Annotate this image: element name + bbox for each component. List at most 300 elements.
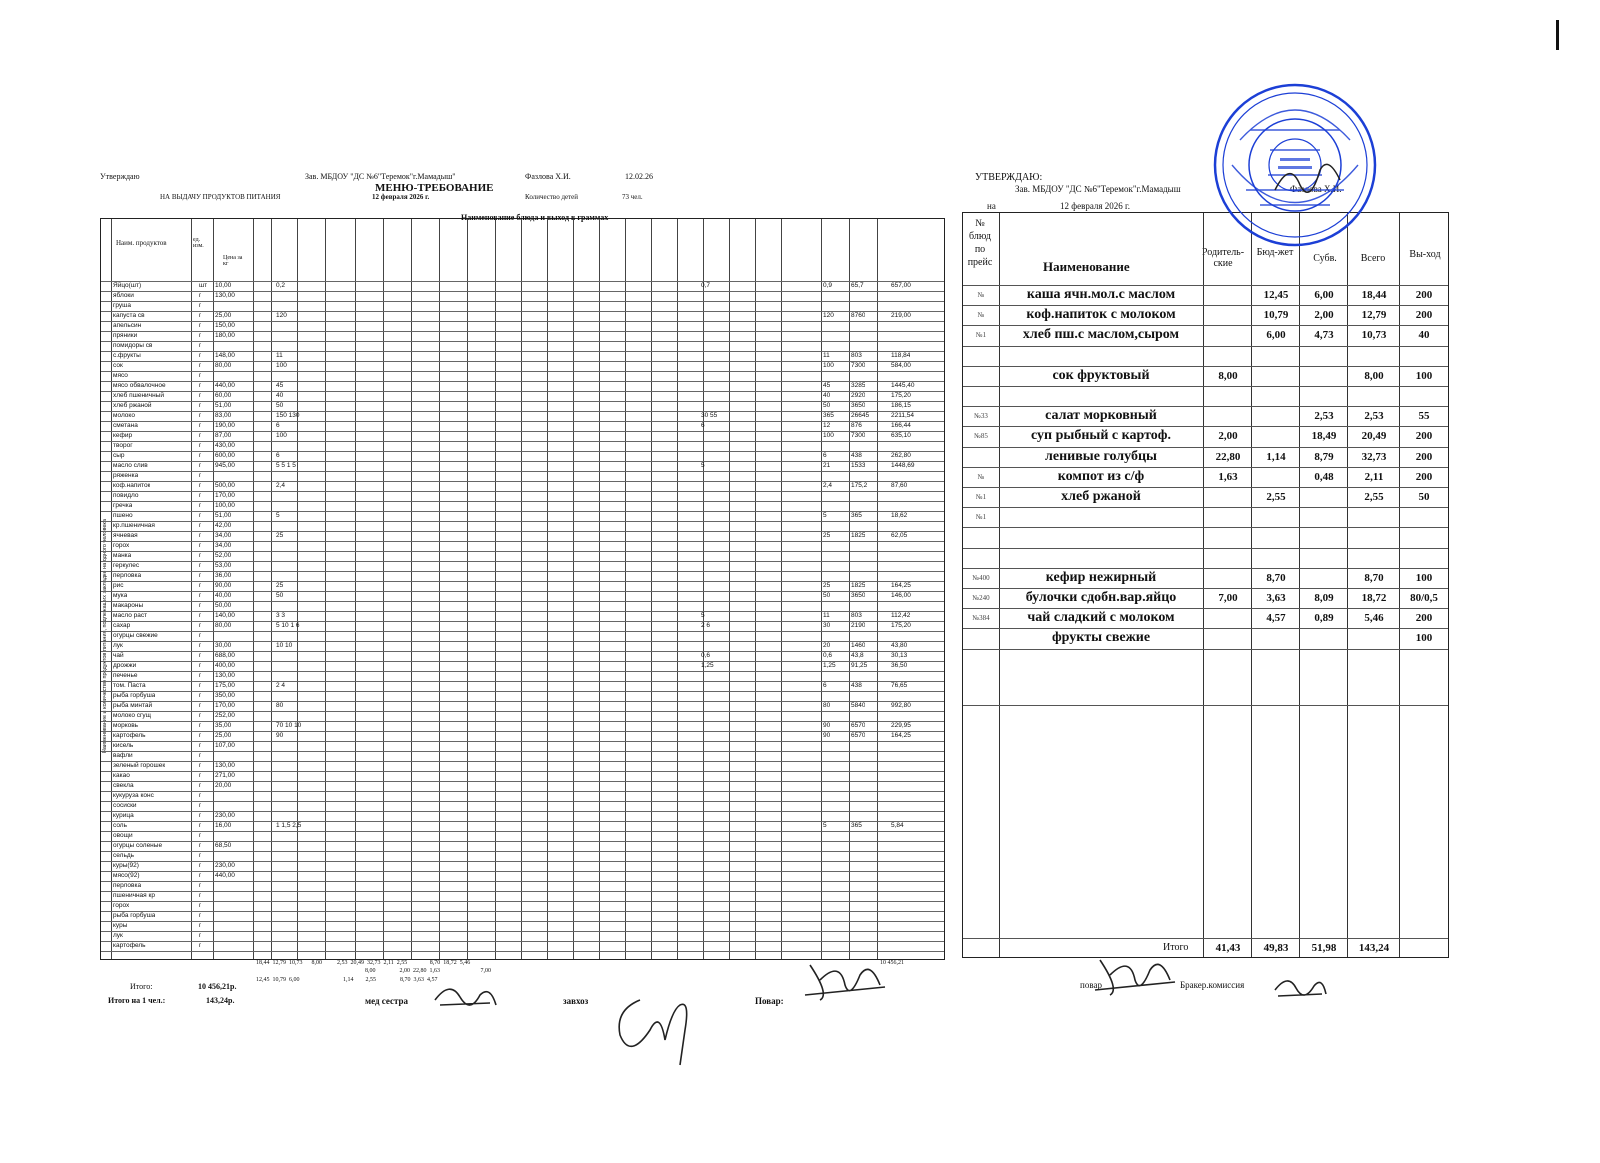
product-name: манка (113, 552, 132, 559)
product-row (101, 551, 944, 561)
col-out-header: Вы-ход (1409, 249, 1441, 260)
dish-name: хлеб пш.с маслом,сыром (1022, 327, 1180, 343)
dish-sub: 4,73 (1314, 329, 1334, 342)
product-price: 80,00 (215, 362, 232, 369)
product-unit: г (199, 402, 202, 409)
product-unit: г (199, 862, 202, 869)
dish-total: 20,49 (1361, 430, 1387, 443)
product-total-2: 1533 (851, 462, 866, 469)
product-sum: 43,80 (891, 642, 908, 649)
footer-row-2: 8,00 2,00 22,80 1,63 7,00 (365, 968, 491, 974)
right-name: Фазлова Х.И. (1290, 184, 1342, 194)
product-unit: г (199, 342, 202, 349)
product-name: картофель (113, 942, 146, 949)
product-row (101, 481, 944, 491)
product-name: повидло (113, 492, 139, 499)
left-approve-date: 12.02.26 (625, 172, 653, 181)
product-price: 42,00 (215, 522, 232, 529)
product-unit: г (199, 492, 202, 499)
product-sum: 219,00 (891, 312, 911, 319)
product-unit: г (199, 632, 202, 639)
product-unit: г (199, 482, 202, 489)
col-no-header: № блюд по прейс (967, 218, 993, 268)
right-position: Зав. МБДОУ "ДС №6"Теремок"г.Мамадыш (1015, 184, 1181, 194)
product-values-2: 0,6 (701, 652, 711, 659)
product-values: 80 (276, 702, 284, 709)
menu-requirement-table (100, 213, 945, 960)
dish-row (963, 285, 1448, 305)
dish-out: 40 (1418, 329, 1430, 342)
product-name: сахар (113, 622, 131, 629)
product-name: молоко (113, 412, 135, 419)
product-row (101, 801, 944, 811)
dish-name: чай сладкий с молоком (1027, 610, 1175, 626)
dish-row (963, 628, 1448, 648)
product-name: вафли (113, 752, 133, 759)
product-total-2: 1460 (851, 642, 866, 649)
product-values: 10 10 (276, 642, 293, 649)
product-name: чай (113, 652, 124, 659)
dish-row (963, 548, 1448, 568)
product-price: 10,00 (215, 282, 232, 289)
product-total-2: 803 (851, 352, 862, 359)
dish-row (963, 608, 1448, 628)
nurse-signature (430, 975, 500, 1015)
product-values-2: 5 (701, 462, 705, 469)
dish-out: 200 (1415, 470, 1433, 483)
product-row (101, 631, 944, 641)
product-name: ячневая (113, 532, 138, 539)
product-values: 150 130 (276, 412, 300, 419)
product-row (101, 901, 944, 911)
product-price: 25,00 (215, 312, 232, 319)
product-row (101, 841, 944, 851)
product-name: масло слив (113, 462, 148, 469)
product-price: 350,00 (215, 692, 235, 699)
product-row (101, 571, 944, 581)
product-name: коф.напиток (113, 482, 151, 489)
col-budget-header: Бюд-жет (1256, 247, 1294, 258)
dish-header: Наименование блюда и выход в граммах (461, 213, 609, 222)
dish-budget: 4,57 (1266, 612, 1286, 625)
product-values: 5 10 1 6 (276, 622, 300, 629)
product-row (101, 861, 944, 871)
product-unit: г (199, 702, 202, 709)
col-total-header: Всего (1360, 253, 1386, 264)
product-values: 40 (276, 392, 284, 399)
product-price: 60,00 (215, 392, 232, 399)
product-total-2: 2190 (851, 622, 866, 629)
product-row (101, 791, 944, 801)
product-row (101, 641, 944, 651)
dish-row (963, 346, 1448, 366)
dish-number: №33 (974, 412, 988, 421)
product-price: 440,00 (215, 872, 235, 879)
dish-row (963, 467, 1448, 487)
product-sum: 164,25 (891, 582, 911, 589)
product-total-1: 365 (823, 412, 834, 419)
product-price: 170,00 (215, 492, 235, 499)
product-name: огурцы соленые (113, 842, 163, 849)
dish-total: 2,55 (1364, 491, 1384, 503)
product-name: куры(92) (113, 862, 139, 869)
product-unit: г (199, 532, 202, 539)
dish-out: 100 (1415, 369, 1433, 382)
dish-row (963, 366, 1448, 386)
product-sum: 175,20 (891, 392, 911, 399)
dish-total: 32,73 (1361, 450, 1387, 463)
product-unit: г (199, 642, 202, 649)
product-row (101, 751, 944, 761)
nurse-label: мед сестра (365, 996, 409, 1006)
product-name: с.фрукты (113, 352, 141, 359)
dish-name: каша ячн.мол.с маслом (1026, 287, 1176, 302)
product-values: 50 (276, 402, 284, 409)
product-row (101, 941, 944, 951)
product-name: свекла (113, 782, 134, 789)
product-unit: г (199, 812, 202, 819)
dish-out: 100 (1415, 632, 1433, 645)
dish-total: 18,44 (1361, 289, 1387, 301)
product-name: овощи (113, 832, 133, 839)
product-name: кукуруза конс (113, 792, 154, 799)
dish-row (963, 487, 1448, 507)
product-sum: 36,50 (891, 662, 908, 669)
product-unit: г (199, 722, 202, 729)
storekeeper-label: завхоз (563, 996, 589, 1006)
col-name-header: Наименование (1043, 259, 1130, 274)
product-values-2: 2 6 (701, 622, 711, 629)
product-total-1: 0,6 (823, 652, 833, 659)
col-parent-header: Родитель-ские (1201, 247, 1245, 269)
dish-total: 10,73 (1361, 329, 1387, 342)
product-row (101, 351, 944, 361)
product-price: 271,00 (215, 772, 235, 779)
side-label: Наименование и количество продуктов питания, подлежащих закладке на одного человека (102, 519, 108, 754)
product-unit: г (199, 842, 202, 849)
itogo-value: 10 456,21р. (198, 982, 237, 991)
product-total-2: 65,7 (851, 282, 864, 289)
product-total-1: 5 (823, 512, 827, 519)
per-person-label: Итого на 1 чел.: (108, 996, 166, 1005)
product-total-2: 876 (851, 422, 862, 429)
product-sum: 584,00 (891, 362, 911, 369)
product-values: 25 (276, 582, 284, 589)
product-price: 180,00 (215, 332, 235, 339)
right-cook-label: повар (1080, 980, 1102, 990)
product-price: 50,00 (215, 602, 232, 609)
product-total-1: 25 (823, 532, 831, 539)
product-name: сметана (113, 422, 138, 429)
product-total-1: 6 (823, 682, 827, 689)
product-name: Яйцо(шт) (113, 282, 142, 289)
product-sum: 118,84 (891, 352, 911, 359)
dish-sub: 8,09 (1314, 592, 1334, 604)
product-price: 230,00 (215, 812, 235, 819)
product-row (101, 921, 944, 931)
total-parent: 41,43 (1215, 942, 1241, 954)
product-name: зеленый горошек (113, 762, 166, 769)
product-name: лук (113, 642, 123, 649)
dish-out: 200 (1415, 612, 1433, 625)
product-total-2: 3650 (851, 592, 866, 599)
product-unit: г (199, 472, 202, 479)
dish-budget: 8,70 (1266, 571, 1286, 584)
product-total-2: 6570 (851, 722, 866, 729)
left-approve-name: Фазлова Х.И. (525, 172, 571, 181)
product-price: 36,00 (215, 572, 232, 579)
dish-total: 2,11 (1364, 470, 1384, 483)
product-total-2: 365 (851, 512, 862, 519)
product-row (101, 911, 944, 921)
footer-row-1: 18,44 12,79 10,73 8,00 2,53 20,49 32,73 2,11 2,55 8,70 18,72 5,46 (256, 960, 471, 966)
product-row (101, 931, 944, 941)
product-price: 430,00 (215, 442, 235, 449)
product-unit: г (199, 762, 202, 769)
product-price: 34,00 (215, 542, 232, 549)
dish-sub: 2,53 (1314, 410, 1334, 423)
product-unit: г (199, 912, 202, 919)
product-row (101, 561, 944, 571)
product-unit: г (199, 732, 202, 739)
product-name: горох (113, 542, 130, 549)
product-values: 2,4 (276, 482, 286, 489)
right-approve: УТВЕРЖДАЮ: (975, 172, 1043, 183)
product-name: огурцы свежие (113, 632, 158, 639)
product-total-2: 5840 (851, 702, 866, 709)
product-name: геркулес (113, 562, 140, 569)
product-total-1: 25 (823, 582, 831, 589)
cook-signature (800, 955, 890, 1005)
product-unit: г (199, 602, 202, 609)
product-unit: г (199, 392, 202, 399)
product-values: 90 (276, 732, 284, 739)
product-total-1: 50 (823, 592, 831, 599)
product-unit: г (199, 422, 202, 429)
product-unit: г (199, 682, 202, 689)
col-product-header: Наим. продуктов (116, 239, 167, 247)
dish-number: № (977, 472, 985, 481)
product-row (101, 871, 944, 881)
product-unit: г (199, 712, 202, 719)
product-name: мясо(92) (113, 872, 140, 879)
product-price: 688,00 (215, 652, 235, 659)
dish-number: №400 (972, 573, 990, 582)
dish-number: №1 (975, 513, 987, 522)
product-total-1: 5 (823, 822, 827, 829)
product-row (101, 321, 944, 331)
dish-budget: 1,14 (1266, 450, 1286, 463)
dish-out: 200 (1415, 450, 1433, 463)
product-price: 600,00 (215, 452, 235, 459)
product-price: 87,00 (215, 432, 232, 439)
product-unit: г (199, 562, 202, 569)
product-unit: г (199, 502, 202, 509)
product-sum: 87,60 (891, 482, 908, 489)
children-count: 73 чел. (622, 193, 643, 201)
product-unit: г (199, 572, 202, 579)
product-row (101, 811, 944, 821)
product-total-2: 91,25 (851, 662, 868, 669)
dish-name: хлеб ржаной (1061, 489, 1141, 504)
product-unit: г (199, 452, 202, 459)
product-name: кисель (113, 742, 134, 749)
product-total-1: 100 (823, 362, 834, 369)
product-total-2: 438 (851, 452, 862, 459)
product-row (101, 711, 944, 721)
dish-parent: 7,00 (1218, 592, 1238, 604)
left-approve-label: Утверждаю (100, 172, 140, 181)
dish-name: салат морковный (1045, 408, 1157, 424)
dish-total: 8,70 (1364, 571, 1384, 584)
dish-number: № (977, 311, 985, 320)
product-name: том. Паста (113, 682, 146, 689)
product-row (101, 331, 944, 341)
product-name: сок (113, 362, 123, 369)
grid-hline (963, 705, 1448, 706)
product-price: 170,00 (215, 702, 235, 709)
right-date: 12 февраля 2026 г. (1060, 201, 1130, 211)
product-name: рыба минтай (113, 702, 153, 709)
dish-parent: 8,00 (1218, 369, 1238, 382)
dish-budget: 6,00 (1266, 329, 1286, 342)
product-row (101, 761, 944, 771)
product-unit: г (199, 322, 202, 329)
product-row (101, 601, 944, 611)
product-total-1: 2,4 (823, 482, 833, 489)
product-values: 100 (276, 362, 287, 369)
product-row (101, 691, 944, 701)
product-unit: г (199, 692, 202, 699)
product-unit: г (199, 552, 202, 559)
product-unit: г (199, 652, 202, 659)
product-row (101, 441, 944, 451)
product-price: 945,00 (215, 462, 235, 469)
product-price: 30,00 (215, 642, 232, 649)
product-row (101, 421, 944, 431)
product-name: кефир (113, 432, 133, 439)
product-price: 500,00 (215, 482, 235, 489)
product-values-2: 5 (701, 612, 705, 619)
dish-row (963, 447, 1448, 467)
product-price: 130,00 (215, 672, 235, 679)
product-row (101, 531, 944, 541)
product-row (101, 781, 944, 791)
product-row (101, 491, 944, 501)
product-sum: 2211,54 (891, 412, 915, 419)
stamp-signature (1270, 150, 1350, 210)
per-person-value: 143,24р. (206, 996, 235, 1005)
product-total-2: 26645 (851, 412, 870, 419)
product-price: 16,00 (215, 822, 232, 829)
dish-out: 200 (1415, 309, 1433, 322)
product-price: 35,00 (215, 722, 232, 729)
product-total-2: 1825 (851, 532, 866, 539)
product-values: 3 3 (276, 612, 286, 619)
product-unit: г (199, 792, 202, 799)
product-sum: 18,62 (891, 512, 908, 519)
product-unit: г (199, 832, 202, 839)
product-row (101, 511, 944, 521)
cook-label: Повар: (755, 996, 784, 1006)
product-values: 70 10 10 (276, 722, 302, 729)
total-sub: 51,98 (1311, 942, 1337, 954)
product-total-2: 365 (851, 822, 862, 829)
product-total-2: 803 (851, 612, 862, 619)
dish-row (963, 305, 1448, 325)
dish-row (963, 588, 1448, 608)
product-name: сыр (113, 452, 125, 459)
product-name: морковь (113, 722, 139, 729)
product-row (101, 401, 944, 411)
product-sum: 262,80 (891, 452, 911, 459)
product-name: кр.пшеничная (113, 522, 155, 529)
dish-name: сок фруктовый (1052, 367, 1150, 383)
product-name: яблоки (113, 292, 134, 299)
product-price: 34,00 (215, 532, 232, 539)
product-unit: г (199, 522, 202, 529)
product-price: 40,00 (215, 592, 232, 599)
product-values-2: 6 (701, 422, 705, 429)
product-sum: 175,20 (891, 622, 911, 629)
dish-number: №240 (972, 594, 990, 602)
product-values-2: 0,7 (701, 282, 711, 289)
footer-total-sum: 10 456,21 (880, 960, 904, 966)
product-unit: г (199, 742, 202, 749)
dish-number: № (977, 291, 985, 299)
product-unit: шт (199, 282, 208, 289)
product-price: 130,00 (215, 762, 235, 769)
product-price: 83,00 (215, 412, 232, 419)
product-unit: г (199, 892, 202, 899)
product-name: курица (113, 812, 134, 819)
product-unit: г (199, 752, 202, 759)
product-row (101, 651, 944, 661)
product-unit: г (199, 822, 202, 829)
product-row (101, 281, 944, 291)
product-name: мясо (113, 372, 128, 379)
dish-sub: 0,48 (1314, 470, 1334, 483)
dish-row (963, 568, 1448, 588)
product-unit: г (199, 372, 202, 379)
product-price: 52,00 (215, 552, 232, 559)
product-values: 100 (276, 432, 287, 439)
product-price: 53,00 (215, 562, 232, 569)
dish-number: №85 (974, 432, 988, 441)
product-row (101, 731, 944, 741)
product-values: 120 (276, 312, 287, 319)
product-total-2: 175,2 (851, 482, 868, 489)
product-total-2: 2920 (851, 392, 866, 399)
product-name: апельсин (113, 322, 142, 329)
dish-number: №384 (972, 614, 990, 623)
product-sum: 1445,40 (891, 382, 915, 389)
product-sum: 229,95 (891, 722, 911, 729)
product-values: 1 1,5 2,5 (276, 822, 302, 829)
product-total-1: 80 (823, 702, 831, 709)
product-name: хлеб ржаной (113, 402, 152, 409)
product-price: 148,00 (215, 352, 235, 359)
grid-hline (963, 649, 1448, 650)
dish-total: 8,00 (1364, 369, 1384, 382)
product-values: 2 4 (276, 682, 286, 689)
product-name: хлеб пшеничный (113, 392, 164, 399)
product-values: 50 (276, 592, 284, 599)
product-unit: г (199, 312, 202, 319)
product-sum: 1448,69 (891, 462, 915, 469)
dish-parent: 22,80 (1215, 450, 1241, 463)
product-row (101, 381, 944, 391)
